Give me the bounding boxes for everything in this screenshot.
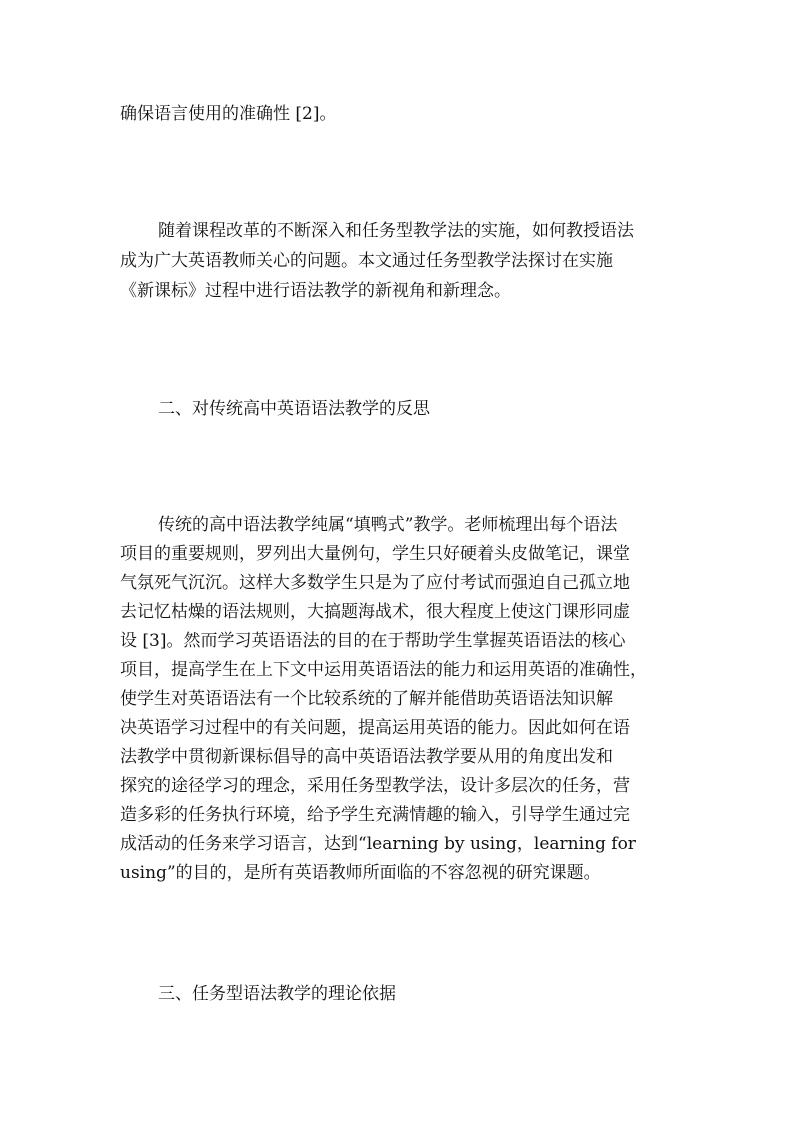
paragraph-line: 法教学中贯彻新课标倡导的高中英语语法教学要从用的角度出发和 bbox=[120, 747, 613, 767]
paragraph-line: 成为广大英语教师关心的问题。本文通过任务型教学法探讨在实施 bbox=[120, 251, 613, 271]
paragraph-line: 随着课程改革的不断深入和任务型教学法的实施，如何教授语法 bbox=[158, 221, 634, 241]
paragraph-line: 《新课标》过程中进行语法教学的新视角和新理念。 bbox=[120, 281, 511, 301]
paragraph-line: 设 [3]。然而学习英语语法的目的在于帮助学生掌握英语语法的核心 bbox=[120, 631, 626, 651]
paragraph-line: 项目，提高学生在上下文中运用英语语法的能力和运用英语的准确性， bbox=[120, 660, 647, 680]
paragraph-line: 气氛死气沉沉。这样大多数学生只是为了应付考试而强迫自己孤立地 bbox=[120, 573, 630, 593]
paragraph-line: 去记忆枯燥的语法规则，大搞题海战术，很大程度上使这门课形同虚 bbox=[120, 602, 630, 622]
section-heading-2: 二、对传统高中英语语法教学的反思 bbox=[158, 399, 430, 419]
paragraph-line: 决英语学习过程中的有关问题，提高运用英语的能力。因此如何在语 bbox=[120, 718, 630, 738]
paragraph-line: 项目的重要规则，罗列出大量例句，学生只好硬着头皮做笔记，课堂 bbox=[120, 544, 630, 564]
paragraph-line: using”的目的，是所有英语教师所面临的不容忽视的研究课题。 bbox=[120, 863, 601, 883]
paragraph-line: 成活动的任务来学习语言，达到“learning by using，learning for bbox=[120, 834, 636, 854]
paragraph-line: 确保语言使用的准确性 [2]。 bbox=[120, 104, 337, 124]
paragraph-line: 探究的途径学习的理念，采用任务型教学法，设计多层次的任务，营 bbox=[120, 776, 630, 796]
paragraph-line: 传统的高中语法教学纯属“填鸭式”教学。老师梳理出每个语法 bbox=[158, 515, 618, 535]
paragraph-line: 使学生对英语语法有一个比较系统的了解并能借助英语语法知识解 bbox=[120, 689, 613, 709]
section-heading-3: 三、任务型语法教学的理论依据 bbox=[158, 984, 396, 1004]
paragraph-line: 造多彩的任务执行环境，给予学生充满情趣的输入，引导学生通过完 bbox=[120, 805, 630, 825]
